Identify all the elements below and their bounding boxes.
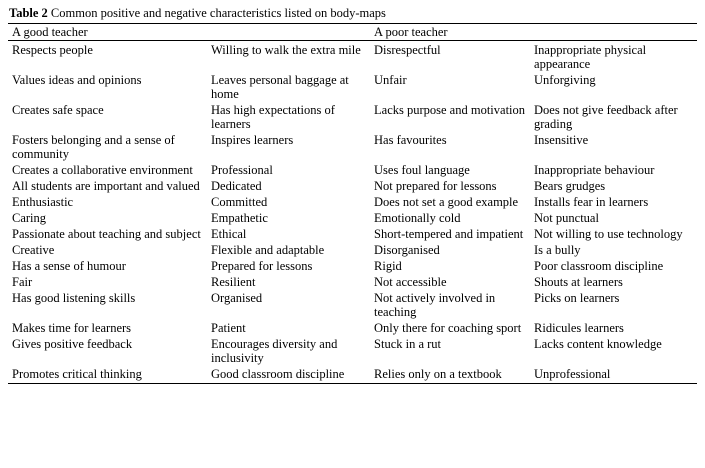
table-row (8, 41, 697, 73)
table-cell: Willing to walk the extra mile (211, 43, 361, 57)
table-cell: Committed (211, 195, 268, 209)
table-cell: Respects people (12, 43, 93, 57)
table-cell: Makes time for learners (12, 321, 132, 335)
table-cell: Caring (12, 211, 47, 225)
table-cell: Disorganised (374, 243, 440, 257)
table-cell: Bears grudges (534, 179, 606, 193)
table-caption-label: Table 2 (9, 6, 48, 20)
table-row (8, 242, 697, 258)
table-cell: Enthusiastic (12, 195, 74, 209)
table-cell: Is a bully (534, 243, 581, 257)
table-cell: Not actively involved in teaching (374, 291, 496, 319)
table-cell: Professional (211, 163, 273, 177)
table-cell: Has good listening skills (12, 291, 136, 305)
table-cell: Does not give feedback after grading (534, 103, 678, 131)
table-cell: Does not set a good example (374, 195, 519, 209)
table-cell: Has a sense of humour (12, 259, 126, 273)
table-cell: Gives positive feedback (12, 337, 133, 351)
table-row (8, 178, 697, 194)
table-cell: Ridicules learners (534, 321, 624, 335)
table-cell: Rigid (374, 259, 402, 273)
table-row (8, 72, 697, 102)
column-group-poor-teacher: A poor teacher (370, 24, 697, 41)
table-cell: Values ideas and opinions (12, 73, 142, 87)
table-cell: Organised (211, 291, 263, 305)
table-cell: Relies only on a textbook (370, 366, 530, 384)
table-cell: Not willing to use technology (534, 227, 683, 241)
table-row (8, 162, 697, 178)
characteristics-table (8, 23, 697, 384)
table-cell: Shouts at learners (534, 275, 623, 289)
table-cell: Short-tempered and impatient (374, 227, 524, 241)
table-cell: Promotes critical thinking (8, 366, 207, 384)
table-cell: Prepared for lessons (211, 259, 313, 273)
table-cell: Creates a collaborative environment (12, 163, 193, 177)
table-row (8, 336, 697, 366)
table-cell: All students are important and valued (12, 179, 200, 193)
table-cell: Not punctual (534, 211, 599, 225)
table-cell: Passionate about teaching and subject (12, 227, 201, 241)
table-cell: Patient (211, 321, 246, 335)
table-cell: Creative (12, 243, 55, 257)
table-cell: Inappropriate behaviour (534, 163, 655, 177)
table-row (8, 102, 697, 132)
table-cell: Picks on learners (534, 291, 620, 305)
table-cell: Uses foul language (374, 163, 470, 177)
table-caption (9, 6, 697, 20)
table-cell: Not accessible (374, 275, 447, 289)
table-cell: Creates safe space (12, 103, 104, 117)
table-cell: Inspires learners (211, 133, 294, 147)
table-cell: Lacks purpose and motivation (374, 103, 526, 117)
table-header-row (8, 24, 697, 41)
table-row (8, 290, 697, 320)
table-cell: Unfair (374, 73, 407, 87)
table-cell: Good classroom discipline (207, 366, 370, 384)
table-cell: Resilient (211, 275, 256, 289)
table-cell: Stuck in a rut (374, 337, 442, 351)
table-cell: Has favourites (374, 133, 447, 147)
table-cell: Leaves personal baggage at home (211, 73, 349, 101)
table-cell: Not prepared for lessons (374, 179, 497, 193)
table-row (8, 226, 697, 242)
table-cell: Installs fear in learners (534, 195, 649, 209)
table-row (8, 132, 697, 162)
table-row (8, 366, 697, 384)
table-cell: Unforgiving (534, 73, 596, 87)
table-cell: Insensitive (534, 133, 589, 147)
table-cell: Encourages diversity and inclusivity (211, 337, 338, 365)
table-cell: Ethical (211, 227, 247, 241)
table-cell: Only there for coaching sport (374, 321, 522, 335)
table-row (8, 258, 697, 274)
table-row (8, 274, 697, 290)
column-group-good-teacher: A good teacher (8, 24, 370, 41)
table-header (8, 24, 697, 41)
table-cell: Has high expectations of learners (211, 103, 335, 131)
table-cell: Dedicated (211, 179, 262, 193)
table-cell: Unprofessional (530, 366, 697, 384)
table-caption-text: Common positive and negative characteristics listed on body-maps (47, 6, 386, 20)
table-cell: Poor classroom discipline (534, 259, 664, 273)
table-cell: Lacks content knowledge (534, 337, 662, 351)
table-cell: Empathetic (211, 211, 268, 225)
table-cell: Disrespectful (374, 43, 441, 57)
table-row (8, 320, 697, 336)
table-cell: Flexible and adaptable (211, 243, 325, 257)
table-cell: Inappropriate physical appearance (534, 43, 647, 71)
table-row (8, 194, 697, 210)
table-cell: Emotionally cold (374, 211, 461, 225)
table-row (8, 210, 697, 226)
table-cell: Fair (12, 275, 33, 289)
table-body (8, 41, 697, 384)
table-cell: Fosters belonging and a sense of community (12, 133, 175, 161)
